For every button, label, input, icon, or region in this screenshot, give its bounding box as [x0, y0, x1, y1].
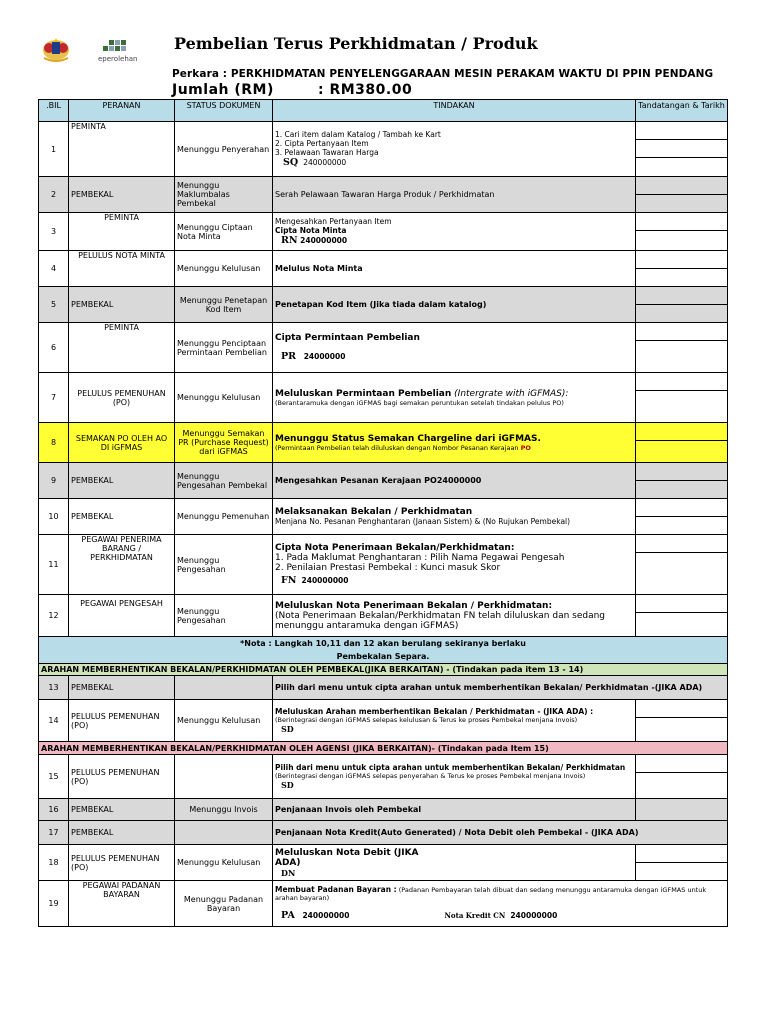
action-note: (Padanan Pembayaran telah dibuat dan sedang menunggu antaramuka dengan iGFMAS untuk arahan bayaran): [275, 886, 707, 902]
row-peranan: PEGAWAI PENGESAH: [69, 595, 175, 637]
row-peranan: PELULUS PEMENUHAN (PO): [69, 755, 175, 799]
row-peranan: PEMINTA: [69, 323, 175, 373]
table-row: [39, 423, 728, 463]
col-tandatangan: Tandatangan & Tarikh: [636, 100, 728, 122]
row-tindakan: Penjanaan Invois oleh Pembekal: [273, 799, 636, 821]
note-text: *Nota : Langkah 10,11 dan 12 akan berulang sekiranya berlaku Pembekalan Separa.: [39, 637, 728, 664]
ref-number: 240000000: [303, 158, 347, 167]
signature-cell[interactable]: [636, 845, 728, 881]
row-status: Menunggu Semakan PR (Purchase Request) dari iGFMAS: [175, 423, 273, 463]
row-peranan: PEMBEKAL: [69, 463, 175, 499]
table-row: [39, 755, 728, 799]
table-row: [39, 213, 728, 251]
table-row: [39, 499, 728, 535]
row-peranan: PELULUS PEMENUHAN (PO): [69, 845, 175, 881]
row-bil: 5: [39, 287, 69, 323]
ref-number: 240000000: [301, 576, 349, 585]
row-tindakan: Mengesahkan Pesanan Kerajaan PO24000000: [273, 463, 636, 499]
table-row: [39, 676, 728, 700]
workflow-table: [38, 99, 728, 927]
table-row: [39, 251, 728, 287]
action-text: Cipta Nota Penerimaan Bekalan/Perkhidmatan:: [275, 543, 515, 553]
row-bil: 18: [39, 845, 69, 881]
row-tindakan: [273, 423, 636, 463]
table-row: [39, 122, 728, 177]
section-header: [39, 664, 728, 676]
table-row: [39, 287, 728, 323]
table-row: [39, 323, 728, 373]
row-peranan: PEMBEKAL: [69, 676, 175, 700]
row-bil: 15: [39, 755, 69, 799]
ref-prefix: SD: [281, 780, 294, 790]
action-note: (Berintegrasi dengan iGFMAS selepas penyerahan & Terus ke proses Pembekal menjana Invois): [275, 772, 586, 780]
jumlah-label: Jumlah (RM): [172, 82, 274, 98]
row-tindakan: Serah Pelawaan Tawaran Harga Produk / Perkhidmatan: [273, 177, 636, 213]
table-row: [39, 821, 728, 845]
table-row: [39, 373, 728, 423]
action-text: 2. Cipta Pertanyaan Item: [275, 139, 369, 148]
row-tindakan: [273, 845, 636, 881]
row-peranan: PEMINTA: [69, 213, 175, 251]
signature-cell[interactable]: [636, 373, 728, 423]
table-row: [39, 463, 728, 499]
action-text: Pilih dari menu untuk cipta arahan untuk memberhentikan Bekalan/ Perkhidmatan: [275, 763, 626, 772]
table-row: [39, 595, 728, 637]
action-note: Menjana No. Pesanan Penghantaran (Janaan Sistem) & (No Rujukan Pembekal): [275, 517, 571, 526]
row-status: Menunggu Ciptaan Nota Minta: [175, 213, 273, 251]
row-bil: 6: [39, 323, 69, 373]
row-status: [175, 755, 273, 799]
row-status: Menunggu Maklumbalas Pembekal: [175, 177, 273, 213]
action-text: Meluluskan Arahan memberhentikan Bekalan / Perkhidmatan - (JIKA ADA) :: [275, 707, 594, 716]
signature-cell[interactable]: [636, 251, 728, 287]
action-text: 1. Cari item dalam Katalog / Tambah ke Kart: [275, 130, 441, 139]
action-text: Melaksanakan Bekalan / Perkhidmatan: [275, 507, 473, 517]
row-peranan: PEMBEKAL: [69, 499, 175, 535]
row-tindakan: Penetapan Kod Item (Jika tiada dalam katalog): [273, 287, 636, 323]
row-status: Menunggu Invois: [175, 799, 273, 821]
row-tindakan: [273, 700, 636, 742]
row-bil: 14: [39, 700, 69, 742]
section-title: ARAHAN MEMBERHENTIKAN BEKALAN/PERKHIDMATAN OLEH PEMBEKAL(JIKA BERKAITAN) - (Tindakan pada item 13 - 14): [39, 664, 728, 676]
signature-cell[interactable]: [636, 463, 728, 499]
row-bil: 2: [39, 177, 69, 213]
table-row: [39, 177, 728, 213]
row-status: Menunggu Penyerahan: [175, 122, 273, 177]
action-text: Mengesahkan Pertanyaan Item: [275, 217, 392, 226]
signature-cell[interactable]: [636, 323, 728, 373]
row-tindakan: [273, 595, 636, 637]
row-peranan: PEMINTA: [69, 122, 175, 177]
col-peranan: PERANAN: [69, 100, 175, 122]
row-status: Menunggu Padanan Bayaran: [175, 881, 273, 927]
signature-cell[interactable]: [636, 122, 728, 177]
table-row: [39, 535, 728, 595]
row-status: Menunggu Pengesahan: [175, 535, 273, 595]
action-note: (Berantaramuka dengan iGFMAS bagi semakan peruntukan setelah tindakan pelulus PO): [275, 398, 564, 407]
table-header-row: [39, 100, 728, 122]
row-bil: 19: [39, 881, 69, 927]
row-tindakan: [273, 881, 728, 927]
row-tindakan: Pilih dari menu untuk cipta arahan untuk memberhentikan Bekalan/ Perkhidmatan -(JIKA ADA): [273, 676, 728, 700]
col-status: STATUS DOKUMEN: [175, 100, 273, 122]
row-peranan: PEGAWAI PENERIMA BARANG / PERKHIDMATAN: [69, 535, 175, 595]
signature-cell[interactable]: [636, 799, 728, 821]
action-text: Menunggu Status Semakan Chargeline dari iGFMAS.: [275, 433, 541, 444]
row-tindakan: Penjanaan Nota Kredit(Auto Generated) / Nota Debit oleh Pembekal - (JIKA ADA): [273, 821, 728, 845]
table-row: [39, 881, 728, 927]
ref-prefix: RN: [281, 235, 298, 246]
ref-prefix: DN: [281, 867, 296, 878]
note-row: [39, 637, 728, 664]
row-bil: 13: [39, 676, 69, 700]
row-status: Menunggu Kelulusan: [175, 845, 273, 881]
ref-prefix: FN: [281, 575, 297, 586]
row-bil: 9: [39, 463, 69, 499]
row-tindakan: [273, 755, 636, 799]
ref-number: 240000000: [302, 911, 350, 920]
ref-prefix: SD: [281, 724, 294, 734]
signature-cell[interactable]: [636, 213, 728, 251]
action-text: Meluluskan Nota Penerimaan Bekalan / Perkhidmatan:: [275, 600, 553, 611]
row-peranan: PEMBEKAL: [69, 799, 175, 821]
row-status: Menunggu Pengesahan: [175, 595, 273, 637]
row-status: Menunggu Kelulusan: [175, 251, 273, 287]
page-title: Pembelian Terus Perkhidmatan / Produk: [174, 34, 538, 53]
po-label: PO: [520, 443, 531, 452]
row-peranan: PELULUS PEMENUHAN (PO): [69, 373, 175, 423]
cn-number: 240000000: [510, 911, 558, 920]
action-note: (Permintaan Pembelian telah diluluskan dengan Nombor Pesanan Kerajaan: [275, 443, 519, 452]
row-tindakan: [273, 122, 636, 177]
row-bil: 16: [39, 799, 69, 821]
ref-prefix: PA: [281, 910, 295, 921]
row-status: Menunggu Kelulusan: [175, 373, 273, 423]
action-text: 3. Pelawaan Tawaran Harga: [275, 148, 379, 157]
row-status: Menunggu Penciptaan Permintaan Pembelian: [175, 323, 273, 373]
row-status: Menunggu Pengesahan Pembekal: [175, 463, 273, 499]
row-tindakan: Melulus Nota Minta: [273, 251, 636, 287]
logo-wordmark: eperolehan: [98, 55, 138, 63]
signature-cell[interactable]: [636, 423, 728, 463]
action-text: Meluluskan Nota Debit (JIKA ADA): [275, 847, 419, 868]
col-tindakan: TINDAKAN: [273, 100, 636, 122]
ref-number: 24000000: [303, 352, 346, 361]
row-bil: 8: [39, 423, 69, 463]
row-tindakan: [273, 535, 636, 595]
action-note: (Nota Penerimaan Bekalan/Perkhidmatan FN telah diluluskan dan sedang menunggu antaramuka dengan iGFMAS): [275, 610, 606, 631]
row-tindakan: [273, 499, 636, 535]
row-bil: 3: [39, 213, 69, 251]
signature-cell[interactable]: [636, 287, 728, 323]
row-tindakan: [273, 373, 636, 423]
signature-cell[interactable]: [636, 755, 728, 799]
row-status: [175, 821, 273, 845]
section-header: [39, 742, 728, 755]
row-peranan: PEMBEKAL: [69, 177, 175, 213]
action-text: 1. Pada Maklumat Penghantaran : Pilih Nama Pegawai Pengesah: [275, 553, 565, 563]
action-text: (Intergrate with iGFMAS):: [454, 388, 569, 399]
row-bil: 12: [39, 595, 69, 637]
action-text: Membuat Padanan Bayaran :: [275, 885, 397, 894]
signature-cell[interactable]: [636, 595, 728, 637]
row-status: Menunggu Penetapan Kod Item: [175, 287, 273, 323]
action-text: Meluluskan Permintaan Pembelian: [275, 388, 452, 399]
row-bil: 1: [39, 122, 69, 177]
row-tindakan: [273, 213, 636, 251]
perkara-line: Perkara : PERKHIDMATAN PENYELENGGARAAN MESIN PERAKAM WAKTU DI PPIN PENDANG: [172, 68, 714, 80]
ref-prefix: SQ: [283, 157, 299, 168]
row-peranan: PELULUS NOTA MINTA: [69, 251, 175, 287]
row-bil: 7: [39, 373, 69, 423]
logo: [40, 36, 150, 66]
action-note: (Berintegrasi dengan iGFMAS selepas kelulusan & Terus ke proses Pembekal menjana Invois): [275, 716, 578, 724]
cn-label: Nota Kredit CN: [444, 911, 506, 920]
jumlah-value: : RM380.00: [318, 82, 413, 98]
signature-cell[interactable]: [636, 535, 728, 595]
signature-cell[interactable]: [636, 177, 728, 213]
signature-cell[interactable]: [636, 499, 728, 535]
row-bil: 11: [39, 535, 69, 595]
row-peranan: PEMBEKAL: [69, 821, 175, 845]
col-bil: .BIL: [39, 100, 69, 122]
row-peranan: SEMAKAN PO OLEH AO DI iGFMAS: [69, 423, 175, 463]
signature-cell[interactable]: [636, 700, 728, 742]
table-row: [39, 799, 728, 821]
action-text: 2. Penilaian Prestasi Pembekal : Kunci masuk Skor: [275, 563, 501, 573]
action-text: Cipta Nota Minta: [275, 226, 347, 235]
row-status: [175, 676, 273, 700]
row-status: Menunggu Kelulusan: [175, 700, 273, 742]
row-bil: 10: [39, 499, 69, 535]
row-peranan: PEGAWAI PADANAN BAYARAN: [69, 881, 175, 927]
ref-number: 240000000: [300, 236, 348, 245]
action-text: Cipta Permintaan Pembelian: [275, 333, 420, 343]
section-title: ARAHAN MEMBERHENTIKAN BEKALAN/PERKHIDMATAN OLEH AGENSI (JIKA BERKAITAN)- (Tindakan pada Item 15): [39, 742, 728, 755]
row-peranan: PEMBEKAL: [69, 287, 175, 323]
row-tindakan: [273, 323, 636, 373]
row-status: Menunggu Pemenuhan: [175, 499, 273, 535]
row-bil: 4: [39, 251, 69, 287]
row-bil: 17: [39, 821, 69, 845]
ref-prefix: PR: [281, 351, 297, 362]
table-row: [39, 845, 728, 881]
row-peranan: PELULUS PEMENUHAN (PO): [69, 700, 175, 742]
table-row: [39, 700, 728, 742]
